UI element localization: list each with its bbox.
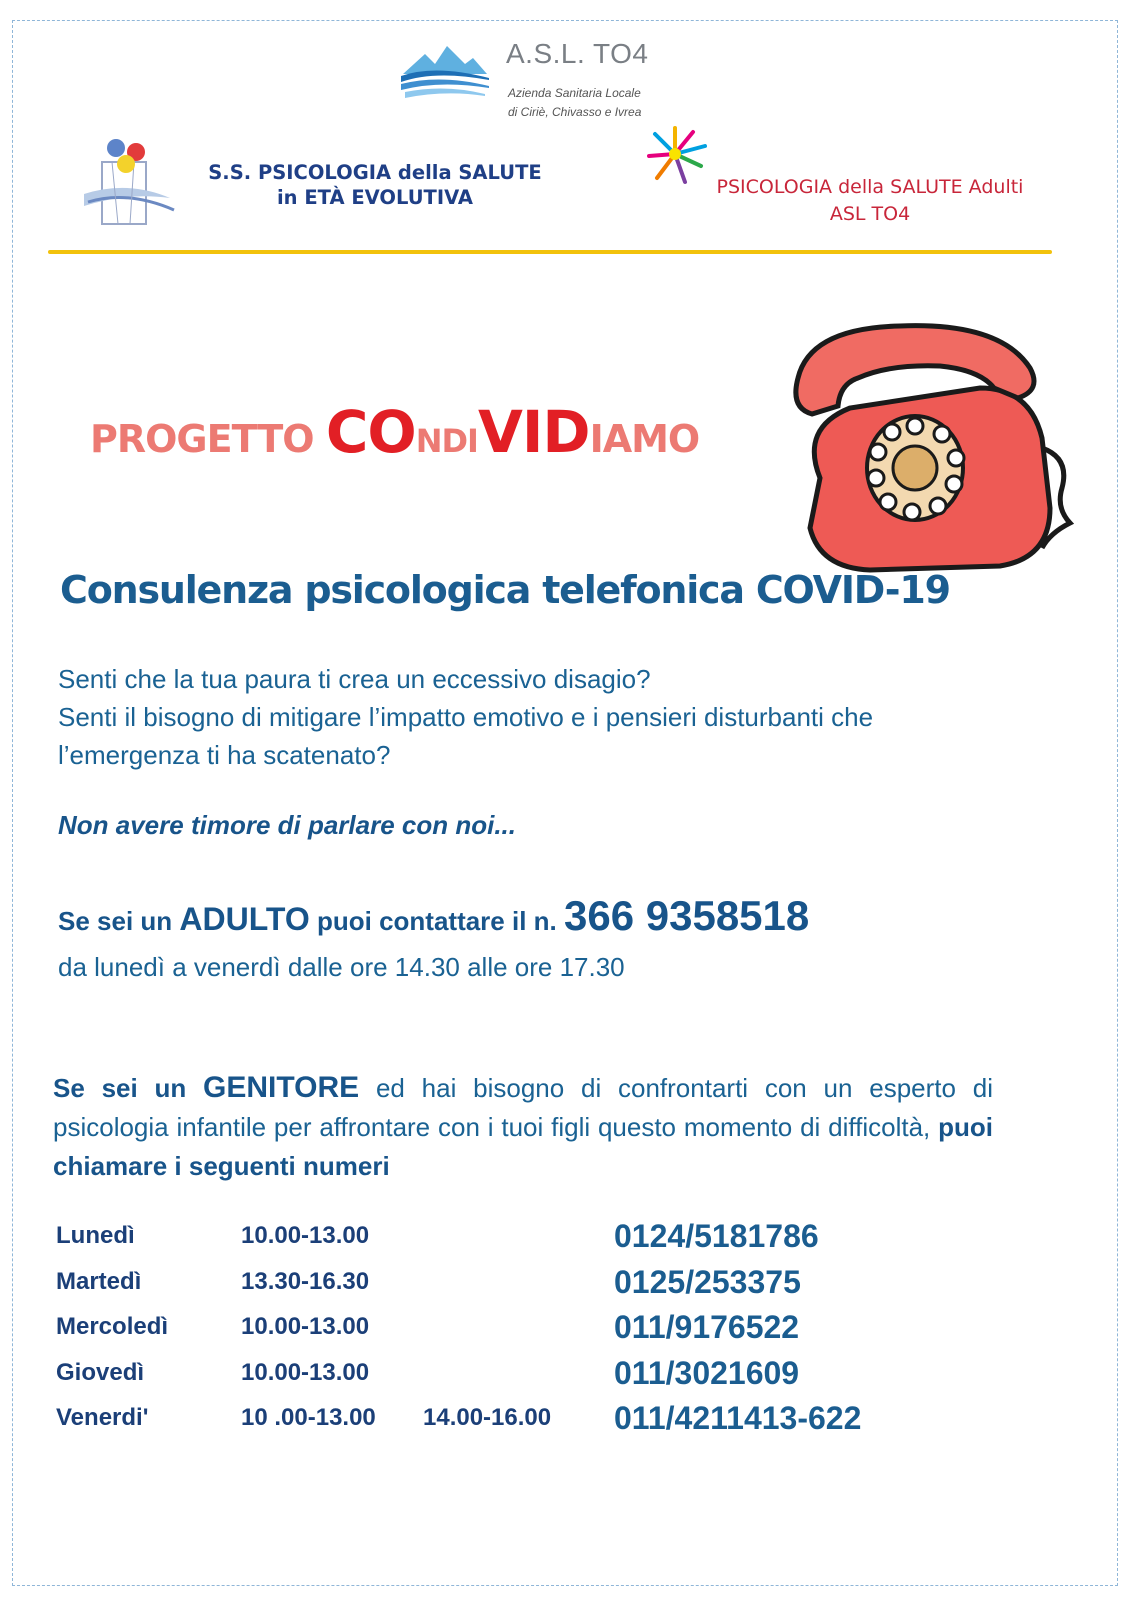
project-title-part5: IAMO bbox=[589, 417, 700, 461]
psa-title-line2: ASL TO4 bbox=[829, 203, 911, 225]
project-title-part2: CO bbox=[325, 398, 416, 466]
asl-title: A.S.L. TO4 bbox=[506, 38, 649, 69]
asl-subtitle bbox=[508, 84, 641, 122]
header-divider bbox=[48, 250, 1052, 254]
project-title bbox=[90, 398, 699, 466]
schedule-row bbox=[56, 1264, 1056, 1310]
schedule-day: Lunedì bbox=[56, 1222, 135, 1249]
schedule-day: Giovedì bbox=[56, 1358, 145, 1386]
rotary-telephone-illustration bbox=[780, 318, 1080, 588]
asl-subtitle-line2: di Ciriè, Chivasso e Ivrea bbox=[508, 105, 642, 119]
schedule-row bbox=[56, 1400, 1056, 1446]
parent-word: GENITORE bbox=[203, 1071, 360, 1104]
schedule-time: 10 .00-13.00 bbox=[241, 1404, 376, 1431]
schedule-time: 10.00-13.00 bbox=[241, 1222, 370, 1249]
schedule-day: Martedì bbox=[56, 1267, 142, 1295]
parent-text: ed hai bisogno di confrontarti con un esperto di psicologia infantile per affrontare con i tuoi figli questo momento di difficoltà, bbox=[53, 1073, 993, 1142]
schedule-day: Mercoledì bbox=[56, 1313, 169, 1340]
intro-line2: Senti il bisogno di mitigare l’impatto emotivo e i pensieri disturbanti che bbox=[58, 702, 874, 732]
schedule-time-extra: 14.00-16.00 bbox=[423, 1404, 552, 1431]
schedule-phone: 0124/5181786 bbox=[614, 1218, 819, 1254]
project-title-part3: NDI bbox=[415, 422, 478, 460]
asl-mountain-logo bbox=[395, 40, 495, 100]
ss-psicologia-title bbox=[190, 160, 560, 210]
schedule-table bbox=[56, 1218, 1056, 1446]
parent-bold-end: puoi chiamare i seguenti numeri bbox=[53, 1112, 993, 1181]
adult-mid: puoi contattare il n. bbox=[309, 906, 564, 936]
schedule-day: Venerdi' bbox=[56, 1404, 149, 1431]
page-heading: Consulenza psicologica telefonica COVID-19 bbox=[60, 568, 950, 612]
schedule-row bbox=[56, 1218, 1056, 1264]
balloon-logo bbox=[78, 136, 178, 230]
adult-word: ADULTO bbox=[179, 901, 310, 937]
intro-line3: l’emergenza ti ha scatenato? bbox=[58, 740, 391, 770]
project-title-part1: PROGETTO bbox=[90, 417, 326, 461]
schedule-row bbox=[56, 1309, 1056, 1355]
schedule-phone: 011/4211413-622 bbox=[614, 1400, 862, 1436]
intro-paragraph bbox=[58, 660, 1048, 774]
schedule-time: 13.30-16.30 bbox=[241, 1267, 370, 1295]
intro-line1: Senti che la tua paura ti crea un eccessivo disagio? bbox=[58, 664, 651, 694]
adult-hours: da lunedì a venerdì dalle ore 14.30 alle ore 17.30 bbox=[58, 952, 625, 982]
schedule-phone: 011/3021609 bbox=[614, 1354, 800, 1391]
schedule-phone: 011/9176522 bbox=[614, 1309, 800, 1345]
parent-paragraph bbox=[53, 1068, 993, 1186]
schedule-time: 10.00-13.00 bbox=[241, 1313, 370, 1340]
adult-pre: Se sei un bbox=[58, 906, 180, 936]
adult-phone-number: 366 9358518 bbox=[564, 892, 810, 939]
schedule-phone: 0125/253375 bbox=[614, 1263, 801, 1300]
project-title-part4: VID bbox=[477, 398, 590, 466]
adult-contact-line bbox=[58, 892, 809, 940]
schedule-time: 10.00-13.00 bbox=[241, 1358, 370, 1386]
asl-subtitle-line1: Azienda Sanitaria Locale bbox=[508, 86, 641, 100]
ss-title-line1: S.S. PSICOLOGIA della SALUTE bbox=[208, 161, 542, 184]
encouragement-text: Non avere timore di parlare con noi... bbox=[58, 810, 517, 840]
ss-title-line2: in ETÀ EVOLUTIVA bbox=[277, 186, 473, 209]
psicologia-adulti-title bbox=[690, 174, 1050, 228]
psa-title-line1: PSICOLOGIA della SALUTE Adulti bbox=[716, 176, 1024, 198]
parent-pre: Se sei un bbox=[53, 1073, 204, 1103]
schedule-row bbox=[56, 1355, 1056, 1401]
